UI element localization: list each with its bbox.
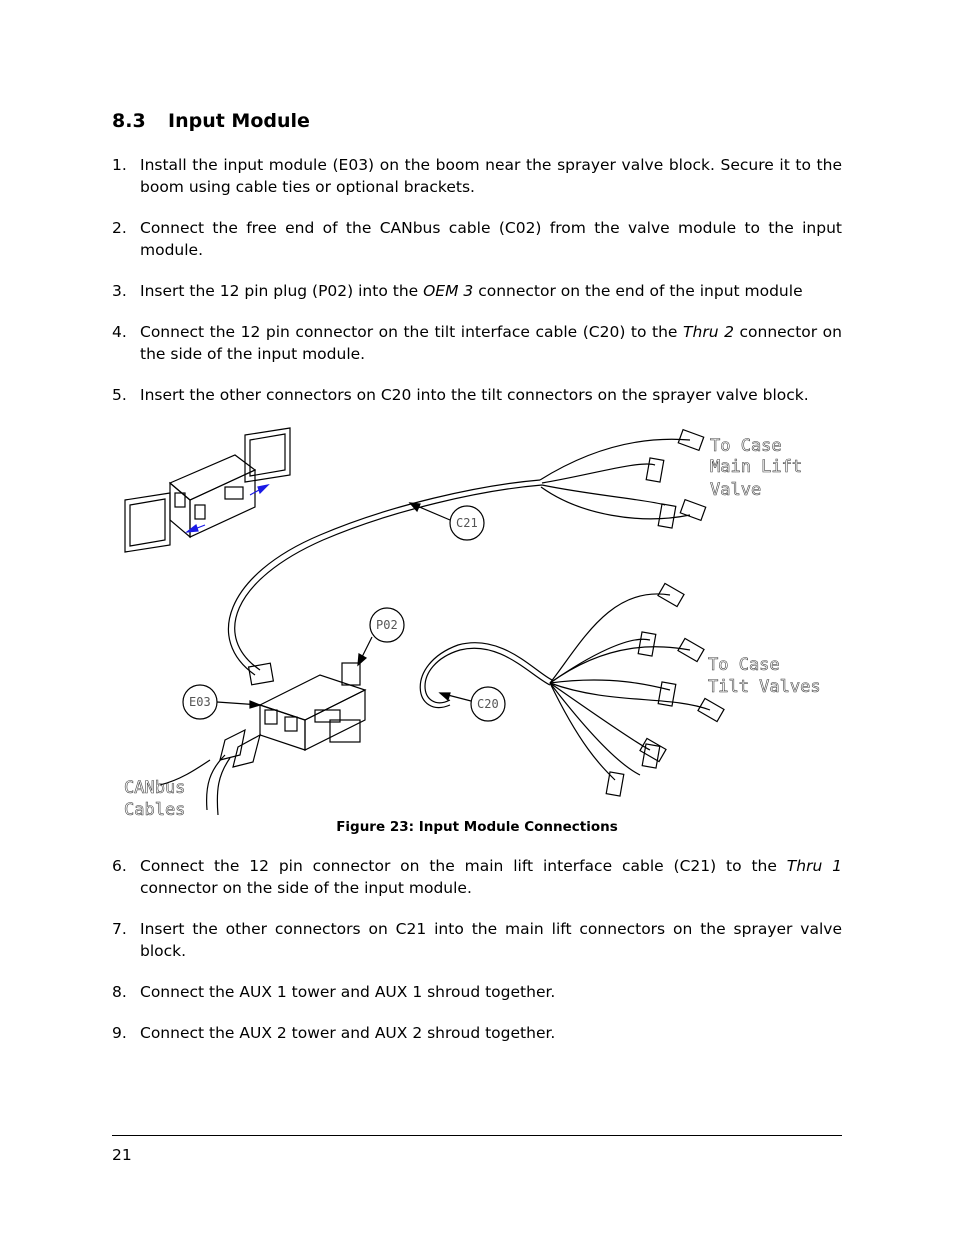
step-text: connector on the side of the input module. xyxy=(140,879,472,897)
step-text: Insert the other connectors on C21 into the main lift connectors on the sprayer valve block. xyxy=(140,920,842,960)
label-tilt-2: Tilt Valves xyxy=(708,677,821,697)
step-number: 7. xyxy=(112,920,127,938)
step-number: 6. xyxy=(112,857,127,875)
step-number: 5. xyxy=(112,386,127,404)
step-text: Connect the 12 pin connector on the tilt interface cable (C20) to the xyxy=(140,323,684,341)
page-number: 21 xyxy=(112,1146,132,1164)
instruction-step xyxy=(112,918,842,962)
connector-name: OEM 3 xyxy=(423,282,474,300)
instruction-list-before xyxy=(112,154,842,425)
connector-name: Thru 1 xyxy=(786,857,842,875)
step-text: Install the input module (E03) on the boom near the sprayer valve block. Secure it to the boom using cable ties or optional brackets. xyxy=(140,156,842,196)
instruction-step xyxy=(112,384,842,406)
section-number: 8.3 xyxy=(112,110,146,132)
step-number: 9. xyxy=(112,1024,127,1042)
callout-c20: C20 xyxy=(477,697,499,711)
label-tilt-1: To Case xyxy=(708,655,780,675)
step-text: Connect the AUX 1 tower and AUX 1 shroud together. xyxy=(140,983,556,1001)
input-module-body xyxy=(220,663,365,767)
label-canbus-1: CANbus xyxy=(124,778,186,798)
label-canbus-2: Cables xyxy=(124,800,186,820)
input-module-diagram xyxy=(110,425,850,825)
step-number: 8. xyxy=(112,983,127,1001)
instruction-step xyxy=(112,321,842,365)
step-text: Connect the free end of the CANbus cable (C02) from the valve module to the input module. xyxy=(140,219,842,259)
step-text: Insert the 12 pin plug (P02) into the xyxy=(140,282,424,300)
instruction-step xyxy=(112,280,842,302)
step-number: 3. xyxy=(112,282,127,300)
instruction-step xyxy=(112,981,842,1003)
section-heading xyxy=(112,110,310,132)
step-text: connector on the end of the input module xyxy=(473,282,803,300)
callout-p02: P02 xyxy=(376,618,398,632)
figure-caption: Figure 23: Input Module Connections xyxy=(336,819,618,835)
step-number: 2. xyxy=(112,219,127,237)
label-main-lift-2: Main Lift xyxy=(710,457,803,477)
section-title: Input Module xyxy=(168,110,310,132)
step-number: 1. xyxy=(112,156,127,174)
step-text: Connect the AUX 2 tower and AUX 2 shroud together. xyxy=(140,1024,556,1042)
instruction-step xyxy=(112,1022,842,1044)
callout-e03: E03 xyxy=(189,695,211,709)
instruction-step xyxy=(112,217,842,261)
label-main-lift-3: Valve xyxy=(710,480,762,500)
connector-name: Thru 2 xyxy=(683,323,734,341)
step-number: 4. xyxy=(112,323,127,341)
step-text: Connect the 12 pin connector on the main lift interface cable (C21) to the xyxy=(140,857,787,875)
module-bracket-illustration xyxy=(125,428,290,552)
label-main-lift-1: To Case xyxy=(710,436,782,456)
callout-c21: C21 xyxy=(456,516,478,530)
instruction-list-after xyxy=(112,855,842,1063)
footer-rule xyxy=(112,1135,842,1136)
step-text: connector on the side of the input module. xyxy=(140,323,842,363)
step-text: Insert the other connectors on C20 into the tilt connectors on the sprayer valve block. xyxy=(140,386,809,404)
instruction-step xyxy=(112,855,842,899)
instruction-step xyxy=(112,154,842,198)
